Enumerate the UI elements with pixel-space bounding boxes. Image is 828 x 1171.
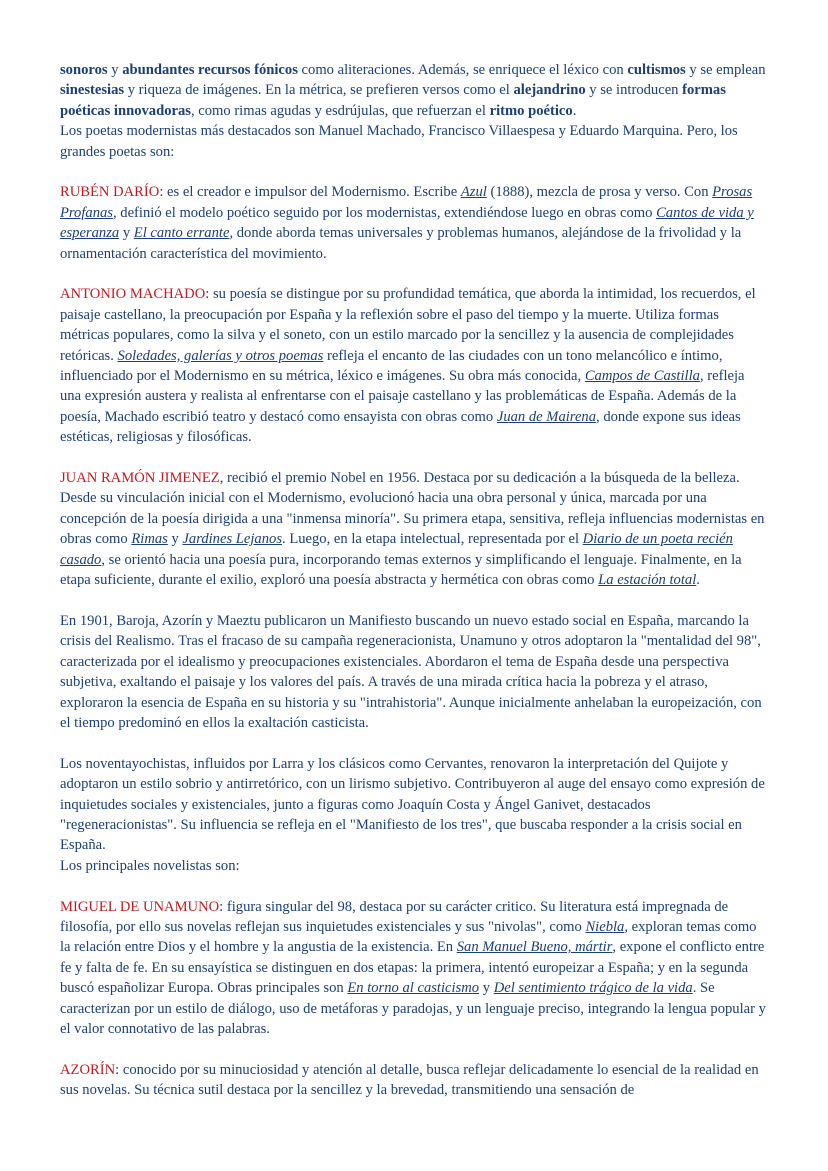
text-run: y bbox=[167, 531, 183, 548]
text-run: , se orientó hacia una poesía pura, incorporando temas externos y simplificando el lenguaje. Finalmente, en la etapa suficiente, durante el exilio, exploró una poesía abstracta y hermética con obras como bbox=[60, 551, 742, 589]
bold-term: alejandrino bbox=[513, 82, 586, 99]
text-run: como aliteraciones. Además, se enriquece el léxico con bbox=[297, 62, 628, 78]
paragraph-gap bbox=[60, 591, 768, 611]
text-run: : conocido por su minuciosidad y atención al detalle, busca reflejar delicadamente lo esencial de la realidad en sus novelas. Su técnica sutil destaca por la sencillez y la brevedad, transmitiendo una sensación de bbox=[60, 1061, 759, 1099]
work-title: Jardines Lejanos bbox=[182, 531, 283, 548]
author-name: JUAN RAMÓN JIMENEZ bbox=[60, 470, 220, 487]
text-run: (1888), mezcla de prosa y verso. Con bbox=[486, 184, 713, 201]
text-run: : es el creador e impulsor del Modernismo. Escribe bbox=[159, 184, 461, 201]
text-run: y bbox=[107, 62, 123, 78]
work-title: San Manuel Bueno, mártir bbox=[456, 939, 613, 956]
text-run: . bbox=[696, 572, 700, 589]
author-name: ANTONIO MACHADO bbox=[60, 286, 206, 303]
bold-term: formas poéticas innovadoras bbox=[60, 82, 726, 119]
paragraph-gap bbox=[60, 733, 768, 753]
text-run: y bbox=[119, 225, 134, 242]
text-run: , donde expone sus ideas estéticas, religiosas y filosóficas. bbox=[60, 408, 741, 446]
text-run: , expone el conflicto entre fe y falta de fe. En su ensayística se distinguen en dos etapas: la primera, intentó europeizar a España; y en la segunda buscó españolizar Europa. Obras principales son bbox=[60, 939, 765, 997]
work-title: Cantos de vida y esperanza bbox=[60, 204, 754, 242]
dario-paragraph bbox=[60, 182, 768, 264]
noventayochistas-paragraph: Los noventayochistas, influidos por Larra y los clásicos como Cervantes, renovaron la interpretación del Quijote y adoptaron un estilo sobrio y antirretórico, con un lirismo subjetivo. Contribuyeron al auge del ensayo como expresión de inquietudes sociales y existenciales, junto a figuras como Joaquín Costa y Ángel Ganivet, destacados "regeneracionistas". Su influencia se refleja en el "Manifiesto de los tres", que buscaba responder a la crisis social en España. bbox=[60, 755, 765, 854]
text-run: . Luego, en la etapa intelectual, representada por el bbox=[282, 531, 583, 548]
text-run: : figura singular del 98, destaca por su carácter critico. Su literatura está impregnada de filosofía, por ello sus novelas reflejan sus inquietudes existenciales y sus "nivolas", como bbox=[60, 898, 729, 935]
work-title: Prosas Profanas bbox=[60, 184, 753, 221]
work-title: Soledades, galerías y otros poemas bbox=[117, 347, 324, 364]
text-run: , como rimas agudas y esdrújulas, que refuerzan el bbox=[190, 102, 490, 119]
text-run: y riqueza de imágenes. En la métrica, se prefieren versos como el bbox=[124, 82, 514, 99]
paragraph-gap bbox=[60, 448, 768, 468]
unamuno-paragraph bbox=[60, 897, 768, 1040]
text-run: , exploran temas como la relación entre Dios y el hombre y la angustia de la existencia. En bbox=[60, 918, 757, 956]
bold-term: sonoros bbox=[60, 62, 108, 78]
text-run: , recibió el premio Nobel en 1956. Destaca por su dedicación a la búsqueda de la belleza. Desde su vinculación inicial con el Modernismo, evolucionó hacia una obra personal y única, marcada por una concepción de la poesía dirigida a una "inmensa minoría". Su primera etapa, sensitiva, refleja influencias modernistas en obras como bbox=[60, 470, 765, 548]
work-title: Rimas bbox=[131, 531, 168, 548]
text-run: , definió el modelo poético seguido por los modernistas, extendiéndose luego en obras como bbox=[112, 204, 657, 221]
work-title: Campos de Castilla bbox=[584, 368, 700, 385]
work-title: Niebla bbox=[585, 918, 625, 935]
work-title: En torno al casticismo bbox=[347, 980, 480, 997]
text-run: y se emplean bbox=[685, 62, 766, 78]
work-title: Azul bbox=[460, 184, 487, 201]
author-name: RUBÉN DARÍO bbox=[60, 184, 160, 201]
bold-term: sinestesias bbox=[60, 82, 125, 99]
work-title: Juan de Mairena bbox=[496, 408, 597, 425]
text-run: y se introducen bbox=[585, 82, 683, 99]
text-run: refleja el encanto de las ciudades con un tono melancólico e íntimo, influenciado por el Modernismo en su métrica, léxico e imágenes. Su obra más conocida, bbox=[60, 347, 723, 385]
intro-poets-line: Los poetas modernistas más destacados son Manuel Machado, Francisco Villaespesa y Eduardo Marquina. Pero, los grandes poetas son: bbox=[60, 123, 738, 160]
bold-term: cultismos bbox=[627, 62, 686, 78]
manifiesto-paragraph: En 1901, Baroja, Azorín y Maeztu publicaron un Manifiesto buscando un nuevo estado social en España, marcando la crisis del Realismo. Tras el fracaso de su campaña regeneracionista, Unamuno y otros adoptaron la "mentalidad del 98", caracterizada por el idealismo y preocupaciones existenciales. Abordaron el tema de España desde una perspectiva subjetiva, exaltando el paisaje y los valores del país. A través de una mirada crítica hacia la pobreza y el atraso, exploraron la esencia de España en su historia y su "intrahistoria". Aunque inicialmente anhelaban la europeización, con el tiempo predominó en ellos la exaltación casticista. bbox=[60, 612, 762, 731]
paragraph-gap bbox=[60, 876, 768, 896]
paragraph-gap bbox=[60, 162, 768, 182]
work-title: Diario de un poeta recién casado bbox=[60, 531, 733, 568]
azorin-paragraph bbox=[60, 1060, 768, 1101]
text-run: y bbox=[479, 980, 494, 997]
text-run: : su poesía se distingue por su profundidad temática, que aborda la intimidad, los recuerdos, el paisaje castellano, la preocupación por España y la reflexión sobre el paso del tiempo y la muerte. Utiliza formas métricas populares, como la silva y el soneto, con un estilo marcado por la sencillez y la ausencia de complejidades retóricas. bbox=[60, 286, 756, 364]
text-run: . Se caracterizan por un estilo de diálogo, uso de metáforas y paradojas, y un lenguaje preciso, integrando la lengua popular y el valor connotativo de las palabras. bbox=[60, 980, 766, 1037]
work-title: El canto errante bbox=[133, 225, 230, 242]
novelistas-intro: Los principales novelistas son: bbox=[60, 857, 240, 874]
intro-paragraph bbox=[60, 60, 768, 121]
machado-paragraph bbox=[60, 284, 768, 447]
author-name: MIGUEL DE UNAMUNO bbox=[60, 898, 220, 915]
bold-term: ritmo poético bbox=[489, 102, 573, 119]
paragraph-gap bbox=[60, 264, 768, 284]
bold-term: abundantes recursos fónicos bbox=[122, 62, 298, 78]
work-title: La estación total bbox=[598, 572, 697, 589]
text-run: . bbox=[572, 102, 577, 119]
text-run: , refleja una expresión austera y realista al enfrentarse con el paisaje castellano y las problemáticas de España. Además de la poesía, Machado escribió teatro y destacó como ensayista con obras como bbox=[60, 368, 745, 425]
paragraph-gap bbox=[60, 1039, 768, 1059]
author-name: AZORÍN bbox=[60, 1061, 116, 1078]
text-run: , donde aborda temas universales y problemas humanos, alejándose de la frivolidad y la ornamentación característica del movimiento. bbox=[60, 225, 742, 262]
work-title: Del sentimiento trágico de la vida bbox=[493, 980, 693, 997]
jimenez-paragraph bbox=[60, 468, 768, 590]
